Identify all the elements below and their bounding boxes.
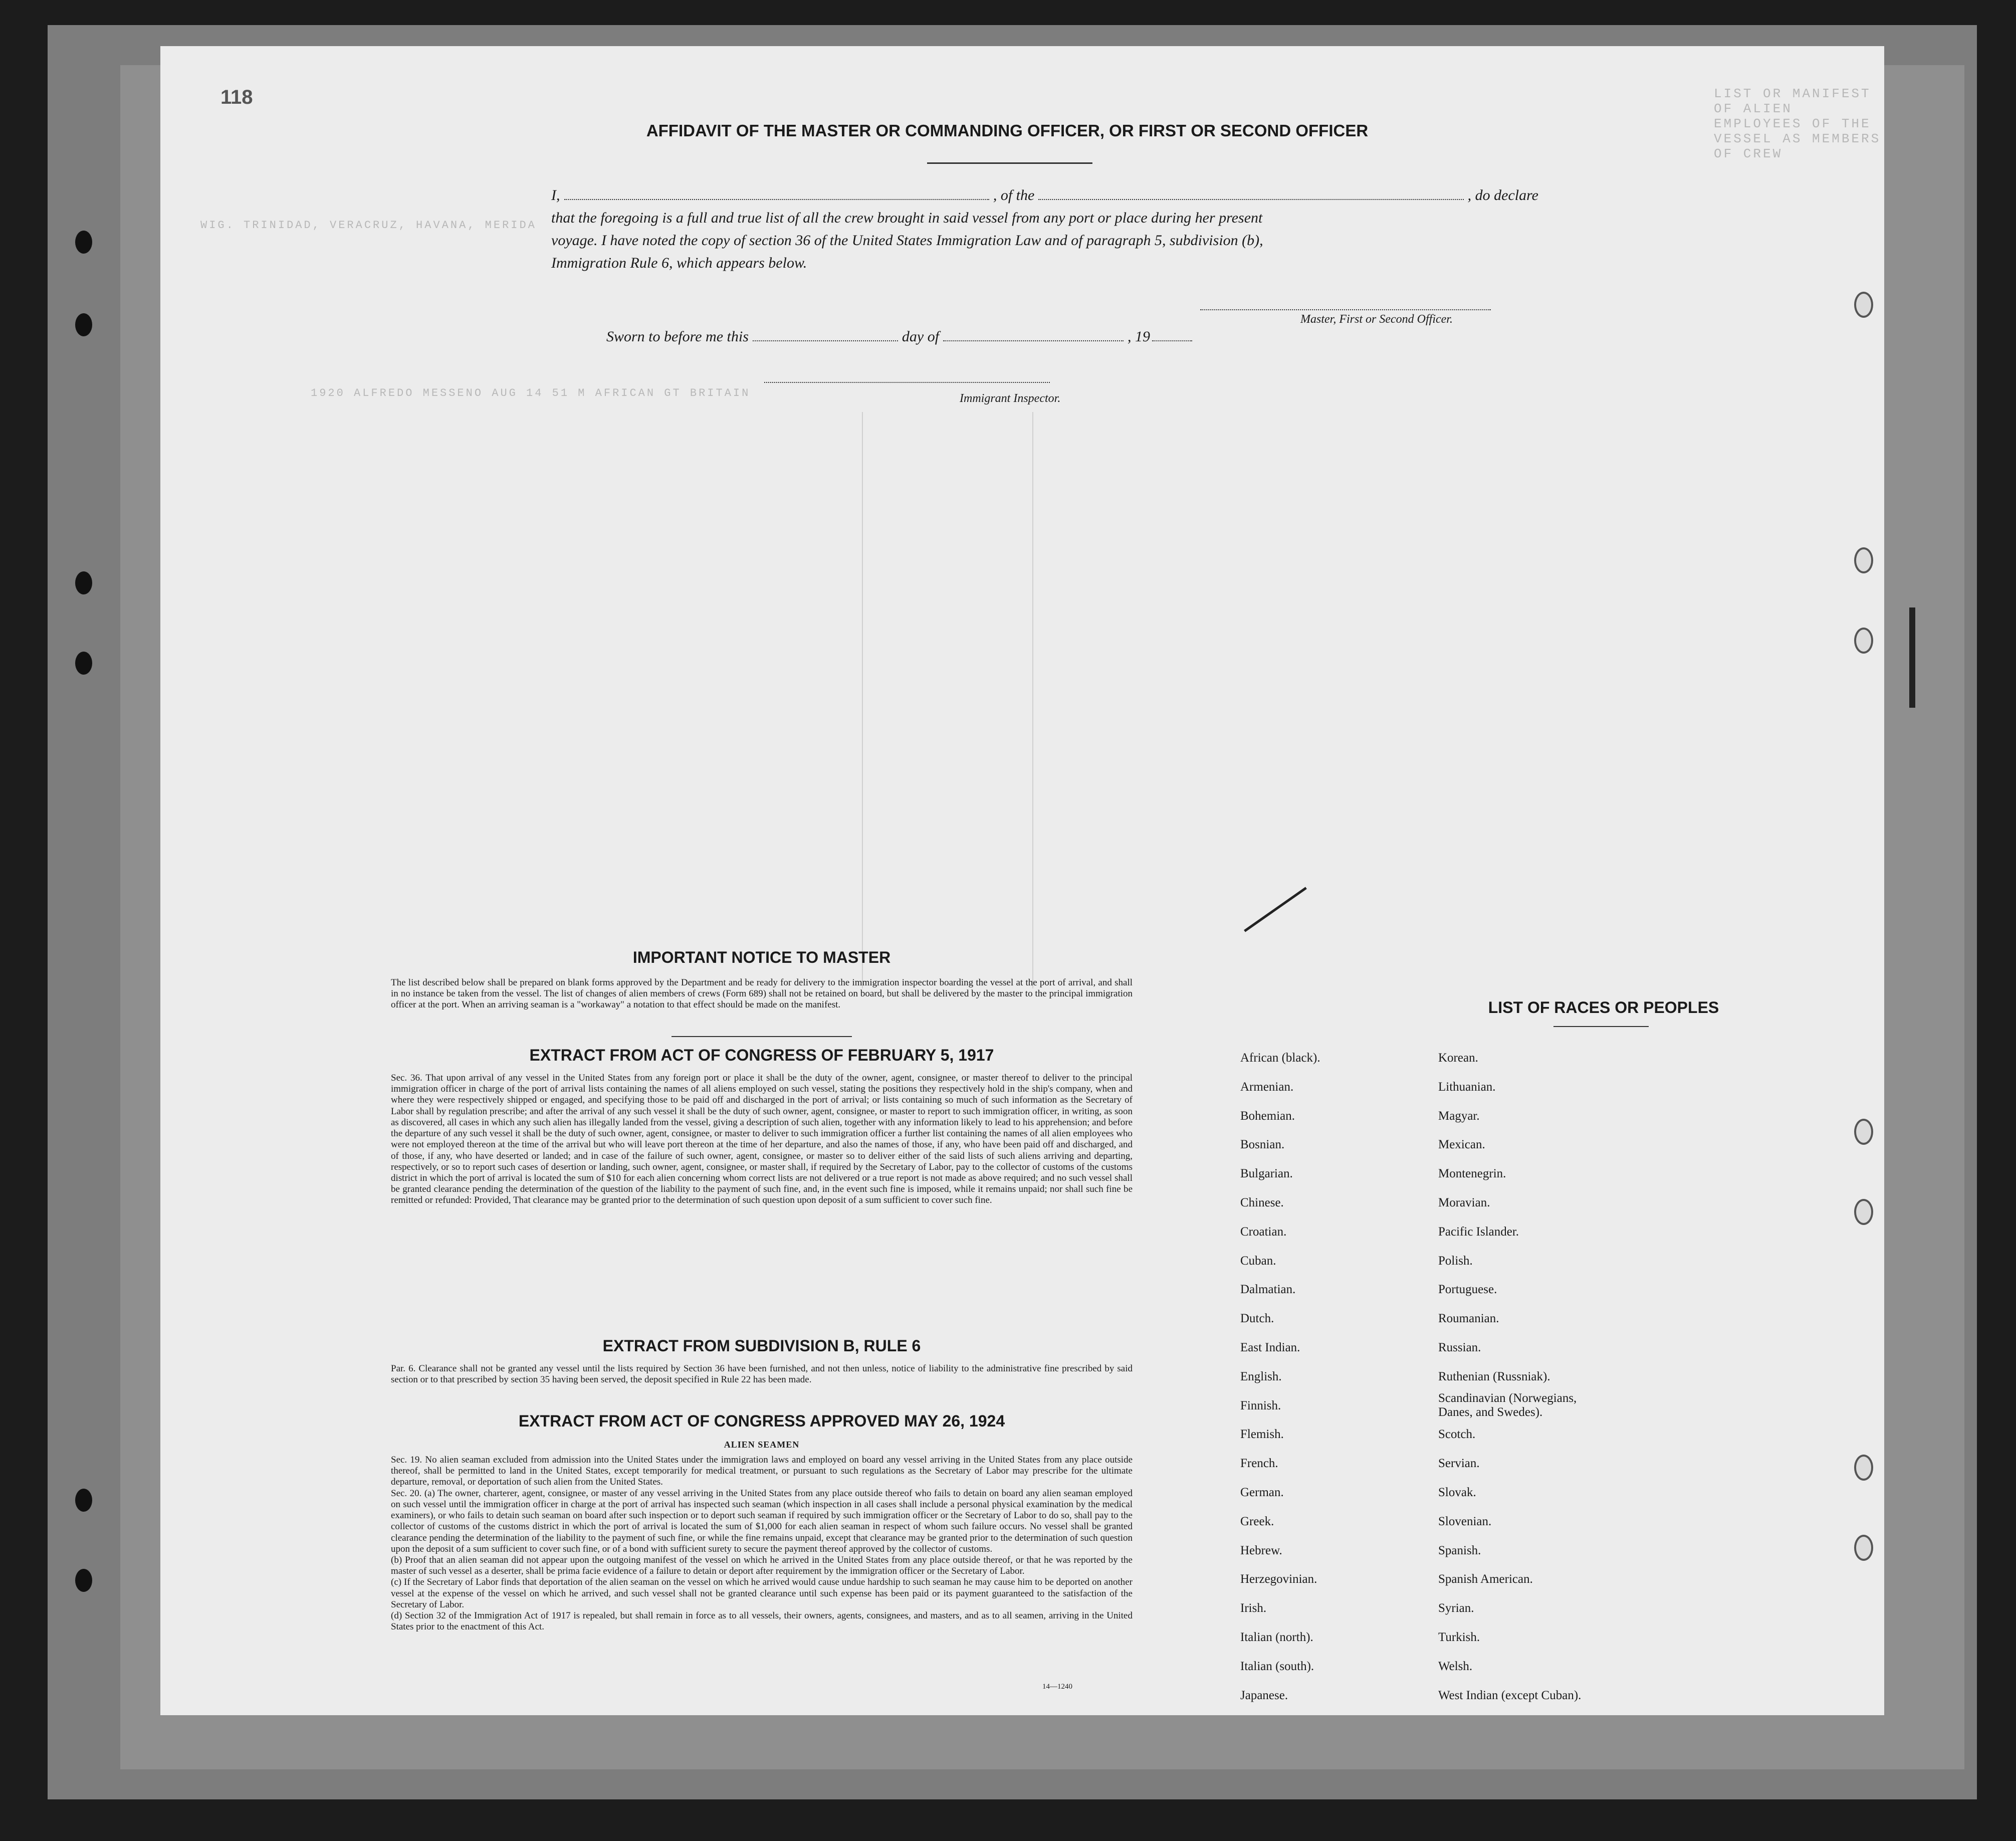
race-item: Portuguese. [1438,1283,1497,1297]
binder-hole-icon [75,652,92,675]
section-rule [671,1036,852,1037]
race-item: Polish. [1438,1254,1473,1268]
race-item: Chinese. [1240,1195,1284,1209]
extract-1917-body: Sec. 36. That upon arrival of any vessel in the United States from any foreign port or place it shall be the duty of the owner, agent, consignee, or master thereof to deliver to the principal immigration officer in charge of the port of arrival lists containing the names of all aliens employed on such vessel, stating the positions they respectively hold in the ship's company, when and where they were respectively shipped or engaged, and specifying those to be paid off and discharged in the port of arrival; or lists containing so much of such information as the Secretary of Labor shall by regulation prescribe; and after the arrival of any such vessel it shall be the duty of such owner, agent, consignee, or master to report to such immigration officer, in writing, as soon as discovered, all cases in which any such alien has illegally landed from the vessel, giving a description of such alien, together with any information likely to lead to his apprehension; and before the departure of any such vessel it shall be the duty of such owner, agent, consignee, or master to deliver to such immigration officer a further list containing the names of all alien employees who were not employed thereon at the time of the arrival but who will leave port thereon at the time of her departure, and also the names of those, if any, who have been paid off and discharged, and of those, if any, who have deserted or landed; and in case of the failure of such owner, agent, consignee, or master so to deliver either of the said lists of such aliens arriving and departing, respectively, or so to report such cases of desertion or landing, such owner, agent, consignee, or master shall, if required by the Secretary of Labor, pay to the collector of customs of the customs district in which the port of arrival is located the sum of $10 for each alien concerning whom correct lists are not delivered or a true report is not made as above required; and no such vessel shall be granted clearance pending the determination of the question of the liability to the payment of such fine, and, in the event such fine is imposed, while it remains unpaid; nor shall such fine be remitted or refunded: Provided, That clearance may be granted prior to the determination of such question upon deposit of a sum sufficient to cover such fine. [391,1073,1133,1206]
race-item: Roumanian. [1438,1312,1499,1326]
race-item: Bohemian. [1240,1109,1295,1123]
page-number: 118 [220,86,253,108]
race-item: Cuban. [1240,1254,1276,1268]
sworn-month-field[interactable] [943,328,1124,341]
pen-mark [1909,607,1915,708]
race-item: West Indian (except Cuban). [1438,1688,1582,1702]
race-item: English. [1240,1369,1282,1383]
race-item: African (black). [1240,1051,1320,1065]
races-rule [1553,1026,1649,1027]
year-label: , 19 [1128,328,1151,345]
extract-rule6-body: Par. 6. Clearance shall not be granted any vessel until the lists required by Section 36 have been furnished, and not then unless, notice of liability to the administrative fine prescribed by said section or to that prescribed by section 35 having been served, the deposit specified in Rule 22 has been made. [391,1363,1133,1385]
extract-1924-title: EXTRACT FROM ACT OF CONGRESS APPROVED MAY 26, 1924 [518,1412,1005,1430]
race-item: Flemish. [1240,1427,1284,1442]
binder-hole-icon [75,1569,92,1592]
race-item: Mexican. [1438,1138,1485,1152]
race-item: Herzegovinian. [1240,1572,1317,1586]
binder-hole-icon [75,231,92,254]
race-item: Scandinavian (Norwegians, Danes, and Swedes). [1438,1391,1577,1419]
extract-rule6-title: EXTRACT FROM SUBDIVISION B, RULE 6 [602,1337,921,1355]
race-item: French. [1240,1457,1278,1471]
punch-hole-icon [1854,292,1873,318]
race-item: Scotch. [1438,1427,1476,1442]
race-item: Montenegrin. [1438,1167,1506,1181]
binder-hole-icon [75,571,92,594]
race-item: Korean. [1438,1051,1478,1065]
races-left-column [1240,1044,1431,1710]
punch-hole-icon [1854,1535,1873,1561]
notice-column [391,948,1133,1710]
punch-hole-icon [1854,547,1873,573]
race-item: Greek. [1240,1514,1274,1528]
race-item: Ruthenian (Russniak). [1438,1369,1550,1383]
race-item: Finnish. [1240,1398,1281,1412]
race-item: Turkish. [1438,1630,1480,1644]
race-item: Italian (south). [1240,1659,1314,1673]
race-item: Armenian. [1240,1080,1294,1094]
inspector-label: Immigrant Inspector. [960,392,1061,405]
race-item: Japanese. [1240,1688,1288,1702]
race-item: German. [1240,1485,1284,1499]
bleed-through: 1920 ALFREDO MESSENO AUG 14 51 M AFRICAN GT BRITAIN [311,387,751,399]
race-item: Irish. [1240,1601,1267,1615]
punch-hole-icon [1854,628,1873,654]
punch-hole-icon [1854,1455,1873,1481]
binder-hole-icon [75,1489,92,1512]
extract-1924-body: Sec. 19. No alien seaman excluded from admission into the United States under the immigration laws and employed on board any vessel arriving in the United States from any place outside thereof, shall be permitted to land in the United States, except temporarily for medical treatment, or pursuant to such regulations as the Secretary of Labor may prescribe for the ultimate departure, removal, or deportation of such alien from the United States. Sec. 20. (a) The owner, charterer, agent, consignee, or master of any vessel arriving in the United States from any place outside thereof who fails to detain on board any alien seaman employed on such vessel until the immigration officer in charge at the port of arrival has inspected such seaman (which inspection in all cases shall include a personal physical examination by the medical examiners), or who fails to detain such seaman on board after such inspection or to deport such seaman if required by such immigration officer or the Secretary of Labor to do so, shall pay to the collector of customs of the customs district in which the port of arrival is located the sum of $1,000 for each alien seaman in respect of whom such failure occurs. No vessel shall be granted clearance pending the determination of the liability to the payment of such fine, or while the fine remains unpaid, except that clearance may be granted prior to the determination of such question upon the deposit of a sum sufficient to cover such fine, or of a bond with sufficient surety to secure the payment thereof approved by the collector of customs. (b) Proof that an alien seaman did not appear upon the outgoing manifest of the vessel on which he arrived in the United States from any place outside thereof, or that he was reported by the master of such vessel as a deserter, shall be prima facie evidence of a failure to detain or deport after requirement by the immigration officer or the Secretary of Labor. (c) If the Secretary of Labor finds that deportation of the alien seaman on the vessel on which he arrived would cause undue hardship to such seaman he may cause him to be deported on another vessel at the expense of the vessel on which he arrived, and such vessel shall not be granted clearance until such expense has been paid or its payment guaranteed to the satisfaction of the Secretary of Labor. (d) Section 32 of the Immigration Act of 1917 is repealed, but shall remain in force as to all vessels, their owners, agents, consignees, and masters, and as to all seamen, arriving in the United States prior to the enactment of this Act. [391,1455,1133,1632]
declaration-line-3: voyage. I have noted the copy of section 36 of the United States Immigration Law and of paragraph 5, subdivision (b), [551,232,1263,249]
day-of-label: day of [902,328,940,345]
of-the-label: , of the [993,187,1035,203]
declaration [551,184,1538,274]
extract-1917-title: EXTRACT FROM ACT OF CONGRESS OF FEBRUARY 5, 1917 [529,1046,994,1064]
sworn-year-field[interactable] [1152,328,1192,341]
title-rule [927,162,1092,164]
faint-rule [1032,412,1033,988]
race-item: Hebrew. [1240,1543,1282,1557]
punch-hole-icon [1854,1119,1873,1145]
declaration-line-2: that the foregoing is a full and true list of all the crew brought in said vessel from any port or place during her present [551,210,1263,226]
race-item: East Indian. [1240,1340,1300,1354]
race-item: Lithuanian. [1438,1080,1496,1094]
race-item: Bosnian. [1240,1138,1285,1152]
race-item: Dalmatian. [1240,1283,1296,1297]
race-item: Slovak. [1438,1485,1476,1499]
sworn-label: Sworn to before me this [606,328,749,345]
punch-hole-icon [1854,1199,1873,1225]
notice-title: IMPORTANT NOTICE TO MASTER [632,948,891,966]
race-item: Welsh. [1438,1659,1473,1673]
race-item: Bulgarian. [1240,1167,1293,1181]
affidavit-title: AFFIDAVIT OF THE MASTER OR COMMANDING OFFICER, OR FIRST OR SECOND OFFICER [646,121,1369,140]
vessel-field[interactable] [1038,187,1463,200]
notice-body: The list described below shall be prepared on blank forms approved by the Department and be ready for delivery to the immigration inspector boarding the vessel at the port of arrival, and shall in no instance be taken from the vessel. The list of changes of alien members of crews (Form 689) shall not be retained on board, but shall be delivered by the master to the principal immigration officer at the port. When an arriving seaman is a "workaway" a notation to that effect should be made on the manifest. [391,977,1133,1010]
race-item: Pacific Islander. [1438,1224,1519,1239]
race-item: Spanish. [1438,1543,1481,1557]
race-item: Italian (north). [1240,1630,1313,1644]
race-item: Servian. [1438,1457,1480,1471]
race-item: Croatian. [1240,1224,1287,1239]
race-item: Slovenian. [1438,1514,1492,1528]
race-item: Moravian. [1438,1195,1490,1209]
binder-hole-icon [75,313,92,336]
races-right-column [1438,1044,1719,1710]
name-field[interactable] [564,187,989,200]
declaration-line-4: Immigration Rule 6, which appears below. [551,255,807,271]
inspector-signature-line[interactable] [764,382,1050,383]
race-item: Syrian. [1438,1601,1474,1615]
form-number: 14—1240 [1042,1683,1072,1691]
pen-mark [1244,887,1307,932]
faint-rule [862,412,863,988]
do-declare-label: , do declare [1467,187,1538,203]
race-item: Spanish American. [1438,1572,1533,1586]
document-page [160,46,1884,1715]
race-item: Dutch. [1240,1312,1274,1326]
race-item: Magyar. [1438,1109,1480,1123]
sworn-line [606,328,1248,345]
race-item: Russian. [1438,1340,1481,1354]
i-label: I, [551,187,560,203]
bleed-through: WIG. TRINIDAD, VERACRUZ, HAVANA, MERIDA [200,219,537,232]
races-title: LIST OF RACES OR PEOPLES [1488,998,1719,1016]
master-signature-line[interactable] [1200,309,1491,310]
bleed-through: LIST OR MANIFEST OF ALIEN EMPLOYEES OF THE VESSEL AS MEMBERS OF CREW [1714,86,1881,161]
master-label: Master, First or Second Officer. [1300,313,1453,326]
extract-1924-subtitle: ALIEN SEAMEN [724,1440,800,1450]
sworn-day-field[interactable] [753,328,898,341]
